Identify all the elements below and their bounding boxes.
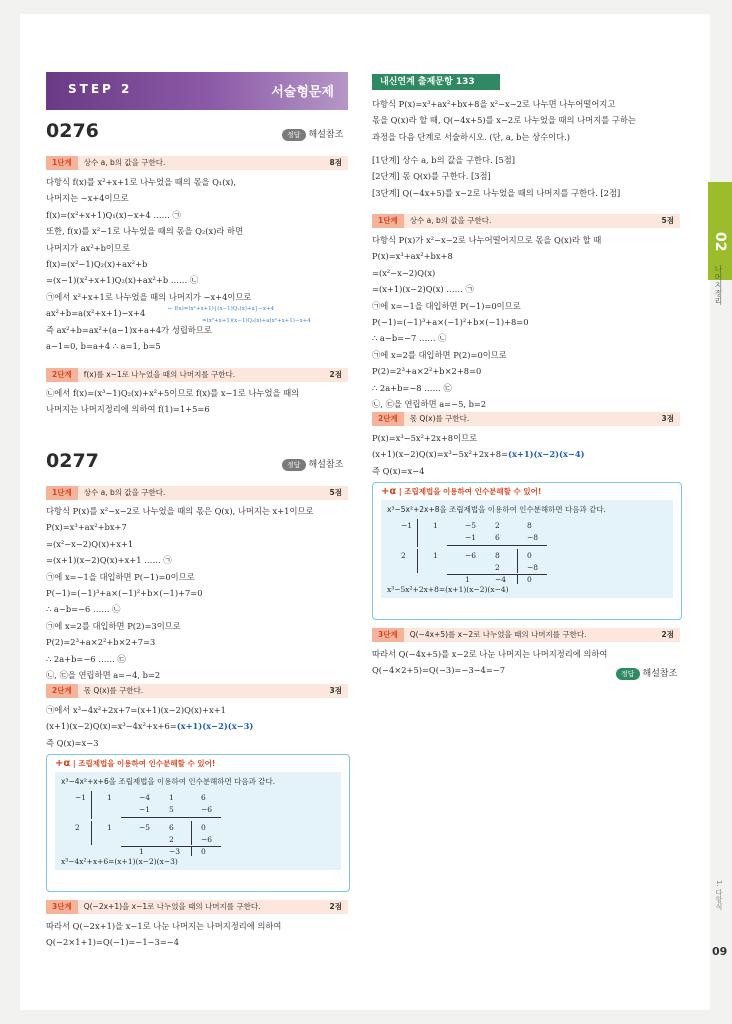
math-line	[372, 446, 680, 462]
stage-points: 3점	[661, 414, 674, 423]
math-line: =(x+1)(x−2)Q(x) …… ㉠	[372, 284, 474, 295]
stage-tag: 2단계	[46, 684, 78, 698]
math-line: 과정을 다음 단계로 서술하시오. (단, a, b는 상수이다.)	[372, 131, 571, 142]
synthetic-division-number: −6	[465, 551, 477, 560]
synthetic-division-number: 1	[139, 847, 144, 856]
highlighted-factorization: (x+1)(x−2)(x−4)	[508, 449, 585, 460]
solution-0277-step2	[46, 702, 348, 751]
synthetic-division-number: 0	[201, 823, 206, 832]
side-note: =(x²+x+1)(x−1)Q₂(x)+a(x²+x+1)−x+4	[202, 318, 311, 324]
math-line: 따라서 Q(−2x+1)을 x−1로 나눈 나머지는 나머지정리에 의하여	[46, 921, 282, 931]
math-line	[46, 718, 348, 734]
solution-0276-step2	[46, 385, 348, 418]
answer-badge: 정답	[282, 459, 306, 471]
math-line: P(2)=2³+a×2²+b×2+7=3	[46, 637, 156, 648]
chapter-vertical-label: 나머지정리	[714, 265, 723, 305]
synthetic-division	[387, 519, 667, 585]
linked-problem-intro	[372, 96, 680, 145]
math-line: ∴ 2a+b=−8 …… ㉢	[372, 382, 452, 393]
linked-problem-header: 내신연계 출제문항 133	[372, 74, 500, 90]
division-rule	[447, 545, 547, 546]
math-text: (x+1)(x−2)Q(x)=x³−4x²+x+6=	[46, 721, 177, 732]
division-rule	[121, 817, 221, 818]
solution-0277-step1	[46, 503, 348, 683]
step-title: 서술형문제	[271, 85, 334, 100]
stage-bar	[372, 412, 680, 426]
synthetic-division-number: −1	[75, 793, 87, 802]
division-rule	[517, 574, 518, 584]
math-line: 다항식 P(x)를 x²−x−2로 나누었을 때의 몫은 Q(x), 나머지는 x+1이므로	[46, 506, 314, 516]
tip-header	[373, 483, 681, 500]
math-line: ㉡, ㉢을 연립하면 a=−4, b=2	[46, 670, 161, 681]
division-rule	[417, 549, 418, 573]
math-line: [1단계] 상수 a, b의 값을 구한다. [5점]	[372, 155, 516, 165]
math-line: P(−1)=(−1)³+a×(−1)²+b×(−1)+7=0	[46, 588, 203, 599]
stage-tag: 1단계	[372, 214, 404, 228]
math-text: (x+1)(x−2)Q(x)=x³−5x²+2x+8=	[372, 449, 509, 460]
highlighted-factorization: (x+1)(x−2)(x−3)	[176, 721, 254, 732]
math-line: f(x)=(x²−1)Q₂(x)+ax²+b	[46, 259, 148, 270]
stage-points: 8점	[329, 158, 342, 167]
tip-title: | 조립제법을 이용하여 인수분해할 수 있어!	[72, 759, 216, 768]
chapter-tab-number: 02	[712, 232, 728, 252]
tip-body	[381, 500, 673, 598]
synthetic-division-number: 0	[201, 847, 206, 856]
synthetic-division-number: −5	[465, 521, 477, 530]
plus-alpha-icon: +α	[381, 486, 397, 497]
math-line: P(2)=2³+a×2²+b×2+8=0	[372, 366, 482, 377]
math-line: 나머지가 ax²+b이므로	[46, 242, 130, 253]
synthetic-division	[61, 791, 335, 857]
stage-title: 상수 a, b의 값을 구한다.	[409, 216, 492, 225]
synthetic-division-number: 8	[527, 521, 532, 530]
math-line: ㉠에 x=−1을 대입하면 P(−1)=0이므로	[46, 571, 195, 582]
stage-bar	[46, 156, 348, 170]
math-line: P(x)=x³+ax²+bx+7	[46, 522, 127, 533]
linked-solution-step1	[372, 232, 680, 412]
synthetic-division-number: 2	[169, 835, 174, 844]
synthetic-division-number: 1	[107, 793, 112, 802]
synthetic-division-number: 8	[495, 551, 500, 560]
math-line: Q(−4×2+5)=Q(−3)=−3−4=−7	[372, 665, 506, 676]
stage-tag: 2단계	[46, 368, 78, 382]
division-rule	[447, 574, 547, 575]
solution-0276-step1	[46, 174, 348, 354]
answer-ref-133	[616, 666, 677, 680]
math-line: P(x)=x³−5x²+2x+8이므로	[372, 433, 478, 443]
stage-bar	[46, 368, 348, 382]
synthetic-division-number: −1	[465, 533, 477, 542]
page-number: 09	[712, 945, 728, 958]
math-line: 나머지는 나머지정리에 의하여 f(1)=1+5=6	[46, 404, 210, 415]
math-line: ax²+b=a(x²+x+1)−x+4	[46, 308, 146, 319]
math-line: =(x²−x−2)Q(x)	[372, 267, 436, 278]
answer-ref-0277	[282, 457, 343, 471]
synthetic-division-number: 6	[201, 793, 206, 802]
tip-box	[372, 482, 682, 620]
math-line: ∴ a−b=−6 …… ㉡	[46, 604, 121, 615]
math-line: f(x)=(x²+x+1)Q₁(x)−x+4 …… ㉠	[46, 209, 181, 220]
math-line: 나머지는 −x+4이므로	[46, 193, 129, 204]
math-line: =(x−1)(x²+x+1)Q₂(x)+ax²+b …… ㉡	[46, 275, 199, 286]
tip-intro: x³−4x²+x+6을 조립제법을 이용하여 인수분해하면 다음과 같다.	[61, 777, 276, 786]
synthetic-division-number: −4	[495, 575, 507, 584]
stage-title: 상수 a, b의 값을 구한다.	[83, 488, 166, 497]
problem-number-0277: 0277	[46, 450, 99, 472]
stage-points: 2점	[661, 630, 674, 639]
stage-title: 몫 Q(x)를 구한다.	[83, 686, 144, 695]
math-line: [2단계] 몫 Q(x)를 구한다. [3점]	[372, 171, 491, 182]
synthetic-division-number: 1	[465, 575, 470, 584]
stage-title: Q(−4x+5)를 x−2로 나누었을 때의 나머지를 구한다.	[409, 630, 587, 639]
stage-tag: 3단계	[46, 900, 78, 914]
math-line: 즉 Q(x)=x−3	[46, 737, 99, 748]
tip-title: | 조립제법을 이용하여 인수분해할 수 있어!	[398, 487, 542, 496]
stage-title: 몫 Q(x)를 구한다.	[409, 414, 470, 423]
math-line: =(x+1)(x−2)Q(x)+x+1 …… ㉠	[46, 555, 172, 566]
synthetic-division-number: −5	[139, 823, 151, 832]
stage-bar	[372, 628, 680, 642]
linked-solution-step2	[372, 430, 680, 479]
math-line: ㉠에 x=−1을 대입하면 P(−1)=0이므로	[372, 300, 521, 311]
math-line: ∴ a−b=−7 …… ㉡	[372, 333, 447, 344]
tip-body	[55, 772, 341, 870]
synthetic-division-number: −8	[527, 563, 539, 572]
stage-bar	[46, 486, 348, 500]
stage-bar	[46, 684, 348, 698]
math-line: 즉 Q(x)=x−4	[372, 465, 425, 476]
synthetic-division-number: −6	[201, 835, 213, 844]
division-rule	[517, 549, 518, 573]
division-rule	[91, 791, 92, 819]
tip-box	[46, 754, 350, 892]
stage-title: Q(−2x+1)을 x−1로 나누었을 때의 나머지를 구한다.	[83, 902, 261, 911]
math-line: Q(−2×1+1)=Q(−1)=−1−3=−4	[46, 937, 180, 948]
math-line: 다항식 P(x)가 x²−x−2로 나누어떨어지므로 몫을 Q(x)라 할 때	[372, 235, 602, 245]
math-line: 또한, f(x)를 x²−1로 나누었을 때의 몫을 Q₂(x)라 하면	[46, 226, 244, 237]
math-line: ㉠에서 x³−4x²+2x+7=(x+1)(x−2)Q(x)+x+1	[46, 705, 226, 715]
math-line: 몫을 Q(x)라 할 때, Q(−4x+5)를 x−2로 나누었을 때의 나머지를 구하는	[372, 115, 636, 126]
synthetic-division-number: 1	[433, 521, 438, 530]
math-line: ㉡에서 f(x)=(x³−1)Q₂(x)+x²+5이므로 f(x)를 x−1로 나누었을 때의	[46, 388, 300, 398]
stage-title: f(x)를 x−1로 나누었을 때의 나머지를 구한다.	[83, 370, 236, 379]
synthetic-division-number: 6	[169, 823, 174, 832]
synthetic-division-number: 6	[495, 533, 500, 542]
math-line: P(−1)=(−1)³+a×(−1)²+b×(−1)+8=0	[372, 317, 529, 328]
synthetic-division-number: 1	[169, 793, 174, 802]
math-line: ∴ 2a+b=−6 …… ㉢	[46, 653, 126, 664]
division-rule	[191, 846, 192, 856]
step-banner	[46, 72, 348, 110]
stage-tag: 3단계	[372, 628, 404, 642]
division-rule	[191, 821, 192, 845]
stage-bar	[372, 214, 680, 228]
tip-result: x³−5x²+2x+8=(x+1)(x−2)(x−4)	[387, 585, 509, 594]
synthetic-division-number: −8	[527, 533, 539, 542]
synthetic-division-number: 0	[527, 575, 532, 584]
linked-problem-steps	[372, 152, 680, 201]
stage-tag: 1단계	[46, 156, 78, 170]
side-note: ← f(x)=(x²+x+1){(x−1)Q₂(x)+a}−x+4	[168, 306, 275, 312]
math-line: =(x²−x−2)Q(x)+x+1	[46, 538, 134, 549]
math-line: P(x)=x³+ax²+bx+8	[372, 251, 453, 262]
math-line: ㉠에서 x²+x+1로 나누었을 때의 나머지가 −x+4이므로	[46, 291, 252, 302]
stage-points: 2점	[329, 370, 342, 379]
synthetic-division-number: 5	[169, 805, 174, 814]
synthetic-division-number: 1	[107, 823, 112, 832]
synthetic-division-number: −3	[169, 847, 181, 856]
stage-title: 상수 a, b의 값을 구한다.	[83, 158, 166, 167]
answer-ref-0276	[282, 127, 343, 141]
tip-result: x³−4x²+x+6=(x+1)(x−2)(x−3)	[61, 857, 178, 866]
math-line: a−1=0, b=a+4 ∴ a=1, b=5	[46, 341, 161, 352]
tip-header	[47, 755, 349, 772]
math-line: [3단계] Q(−4x+5)를 x−2로 나누었을 때의 나머지를 구한다. [2점]	[372, 187, 621, 198]
answer-badge: 정답	[282, 129, 306, 141]
math-line: 다항식 f(x)를 x²+x+1로 나누었을 때의 몫을 Q₁(x),	[46, 177, 237, 187]
stage-points: 5점	[661, 216, 674, 225]
stage-tag: 1단계	[46, 486, 78, 500]
stage-points: 3점	[329, 686, 342, 695]
tip-intro: x³−5x²+2x+8을 조립제법을 이용하여 인수분해하면 다음과 같다.	[387, 505, 606, 514]
page	[20, 14, 710, 1010]
chapter-name: 1. 다항식	[715, 880, 723, 910]
synthetic-division-number: −6	[201, 805, 213, 814]
math-line: ㉡, ㉢을 연립하면 a=−5, b=2	[372, 399, 487, 410]
math-line: 즉 ax²+b=ax²+(a−1)x+a+4가 성립하므로	[46, 324, 212, 335]
plus-alpha-icon: +α	[55, 758, 71, 769]
math-line: 다항식 P(x)=x³+ax²+bx+8을 x²−x−2로 나누면 나누어떨어지고	[372, 99, 616, 109]
synthetic-division-number: 2	[75, 823, 80, 832]
step-label: STEP 2	[68, 82, 133, 96]
synthetic-division-number: −1	[401, 521, 413, 530]
synthetic-division-number: −4	[139, 793, 151, 802]
division-rule	[121, 846, 221, 847]
math-line: ㉠에 x=2를 대입하면 P(2)=0이므로	[372, 349, 507, 360]
synthetic-division-number: 2	[495, 563, 500, 572]
division-rule	[417, 519, 418, 547]
answer-text: 해설참조	[308, 460, 344, 470]
synthetic-division-number: 2	[401, 551, 406, 560]
synthetic-division-number: 1	[433, 551, 438, 560]
synthetic-division-number: 0	[527, 551, 532, 560]
synthetic-division-number: 2	[495, 521, 500, 530]
stage-tag: 2단계	[372, 412, 404, 426]
stage-points: 5점	[329, 488, 342, 497]
problem-number-0276: 0276	[46, 120, 99, 142]
math-line: ㉠에 x=2를 대입하면 P(2)=3이므로	[46, 620, 181, 631]
division-rule	[91, 821, 92, 845]
stage-bar	[46, 900, 348, 914]
solution-0277-step3	[46, 918, 348, 951]
answer-text: 해설참조	[642, 669, 678, 679]
answer-badge: 정답	[616, 668, 640, 680]
stage-points: 2점	[329, 902, 342, 911]
math-line: 따라서 Q(−4x+5)를 x−2로 나눈 나머지는 나머지정리에 의하여	[372, 649, 608, 659]
answer-text: 해설참조	[308, 130, 344, 140]
synthetic-division-number: −1	[139, 805, 151, 814]
